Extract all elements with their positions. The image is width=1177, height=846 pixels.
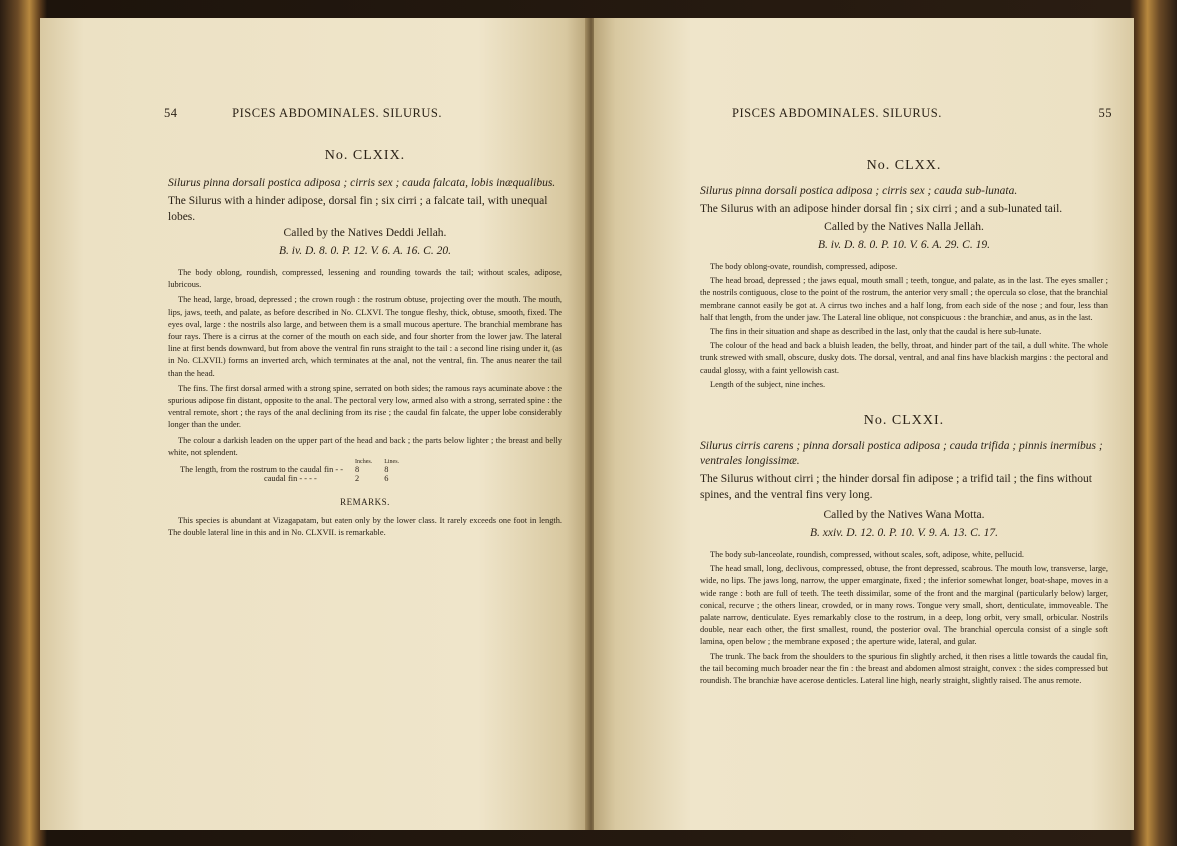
right-title-1: No. CLXX. bbox=[866, 158, 942, 173]
left-title: No. CLXIX. bbox=[324, 148, 406, 163]
length-lines: 6 bbox=[384, 474, 389, 484]
right-formula-1: B. iv. D. 8. 0. P. 10. V. 6. A. 29. C. 19. bbox=[818, 239, 990, 251]
inches-header: Inches. bbox=[355, 459, 373, 466]
left-english: The Silurus with a hinder adipose, dorsal fin ; six cirri ; a falcate tail, with unequal lobes. bbox=[168, 195, 548, 223]
right-paragraph: The head broad, depressed ; the jaws equal, mouth small ; teeth, tongue, and palate, as in the last. The eyes smaller ; the nostrils contiguous, close to the point of the rostrum, the anterior very small ; the opercula so close, that the branchial membrane cannot easily be got at. A cirrus two inches and a half long, from each side of the nose ; and four, less than half that length, from the under jaw. The Lateral line oblique, not conspicuous : the branchiæ, and anus, as in the last. bbox=[700, 276, 1108, 322]
right-english-1: The Silurus with an adipose hinder dorsal fin ; six cirri ; and a sub-lunated tail. bbox=[700, 203, 1063, 215]
length-label: The length, from the rostrum to the caudal fin - - bbox=[180, 465, 344, 475]
length-table bbox=[174, 459, 405, 483]
left-page bbox=[40, 18, 588, 830]
length-row bbox=[174, 465, 405, 474]
length-label: caudal fin - - - - bbox=[264, 474, 317, 484]
left-paragraph: The fins. The first dorsal armed with a strong spine, serrated on both sides; the ramous rays acuminate above : the spurious adipose fin distant, opposite to the anal. The pectoral very low, armed also with a strong, serrated spine : the ventral remote, short ; the rays of the anal declining from its rise ; the caudal fin falcate, the upper lobe considerably longer than the under. bbox=[168, 383, 562, 430]
right-paragraph: The body sub-lanceolate, roundish, compressed, without scales, soft, adipose, white, pellucid. bbox=[710, 550, 1024, 560]
left-paragraph: The colour a darkish leaden on the upper part of the head and back ; the parts below lighter ; the breast and belly white, not splendent. bbox=[168, 435, 562, 457]
length-lines: 8 bbox=[384, 465, 389, 475]
right-diagnosis-1: Silurus pinna dorsali postica adiposa ; cirris sex ; cauda sub-lunata. bbox=[700, 185, 1018, 197]
right-paragraph: The colour of the head and back a bluish leaden, the belly, throat, and hinder part of the tail, a dull white. The whole trunk strewed with small, obscure, dusky dots. The dorsal, ventral, and anal fins have blackish margins : the pectoral and caudal glossy, with a faint yellowish cast. bbox=[700, 341, 1108, 375]
right-title-2: No. CLXXI. bbox=[863, 413, 945, 429]
remarks-title: REMARKS. bbox=[340, 497, 390, 508]
length-inches: 8 bbox=[355, 465, 360, 475]
right-running-title: PISCES ABDOMINALES. SILURUS. bbox=[732, 106, 942, 120]
right-english-2: The Silurus without cirri ; the hinder dorsal fin adipose ; a trifid tail ; the fins without spines, and the ventral fins very long. bbox=[700, 473, 1092, 502]
right-called-by-2: Called by the Natives Wana Motta. bbox=[823, 509, 985, 522]
right-running-head bbox=[732, 106, 1112, 121]
right-formula-2: B. xxiv. D. 12. 0. P. 10. V. 9. A. 13. C. 17. bbox=[810, 527, 998, 540]
right-page-number: 55 bbox=[1098, 106, 1112, 120]
right-paragraph: The trunk. The back from the shoulders to the spurious fin slightly arched, it then rises a little towards the caudal fin, the tail becoming much broader near the fin : the breast and abdomen almost straight, convex : the sides compressed but roundish. The branchiæ have acerose denticles. Lateral line high, nearly straight, slightly raised. The anus remote. bbox=[700, 651, 1108, 686]
right-paragraph: The head small, long, declivous, compressed, obtuse, the front depressed, scabrous. The mouth low, transverse, large, wide, no lips. The jaws long, narrow, the upper emarginate, fixed ; the inferior somewhat longer, boat-shape, moves in a wide range : both are full of teeth. The teeth dissimilar, some of the front and the marginal (particularly below) larger, conical, recurve ; the others linear, crowded, or in many rows. Tongue very small, short, denticulate, immoveable. The palate narrow, denticulate. Eyes remarkably close to the rostrum, in a deep, long orbit, very small, orbicular. Nostrils double, near each other, the first smallest, round, the posterior oval. The branchial opercula consist of a single soft lamina, open below ; the membrane exposed ; the aperture wide, lateral, and gular. bbox=[700, 564, 1108, 647]
right-diagnosis-2: Silurus cirris carens ; pinna dorsali postica adiposa ; cauda trifida ; pinnis inermibus ; ventrales longissimæ. bbox=[700, 440, 1103, 468]
left-paragraph: The head, large, broad, depressed ; the crown rough : the rostrum obtuse, projecting over the mouth. The mouth, lips, jaws, teeth, and palate, as before described in No. CLXVI. The tongue fleshy, thick, obtuse, smooth, fixed. The eyes oval, large : the nostrils also large, and between them is a small mucous aperture. The branchial membrane has four rays. There is a cirrus at the corner of the mouth on each side, and four shorter from the lower jaw. The lateral line at first bends downward, but from above the ventral fin runs straight to the tail : a second line rising under it, (as in No. CLXVII.) forms an inverted arch, which terminates at the anal, not the ventral, fin. The anus nearer the tail than the head. bbox=[168, 295, 562, 378]
left-page-number: 54 bbox=[164, 106, 178, 120]
remarks-text: This species is abundant at Vizagapatam, but eaten only by the lower class. It rarely exceeds one foot in length. The double lateral line in this and in No. CLXVII. is remarkable. bbox=[168, 516, 562, 538]
lines-header: Lines. bbox=[384, 459, 400, 466]
left-running-head bbox=[164, 106, 562, 121]
right-paragraph: The fins in their situation and shape as described in the last, only that the caudal is here sub-lunate. bbox=[710, 327, 1042, 337]
left-paragraph: The body oblong, roundish, compressed, lessening and rounding towards the tail; without scales, adipose, lubricous. bbox=[168, 268, 562, 290]
left-running-title: PISCES ABDOMINALES. SILURUS. bbox=[232, 106, 442, 120]
length-inches: 2 bbox=[355, 474, 360, 484]
length-row bbox=[174, 474, 405, 483]
right-called-by-1: Called by the Natives Nalla Jellah. bbox=[824, 221, 984, 233]
right-paragraph: Length of the subject, nine inches. bbox=[710, 379, 826, 389]
right-paragraph: The body oblong-ovate, roundish, compressed, adipose. bbox=[710, 262, 898, 271]
left-formula: B. iv. D. 8. 0. P. 12. V. 6. A. 16. C. 20. bbox=[279, 245, 451, 257]
left-called-by: Called by the Natives Deddi Jellah. bbox=[283, 227, 447, 239]
right-page bbox=[594, 18, 1134, 830]
left-diagnosis: Silurus pinna dorsali postica adiposa ; cirris sex ; cauda falcata, lobis inæqualibus. bbox=[168, 177, 556, 189]
